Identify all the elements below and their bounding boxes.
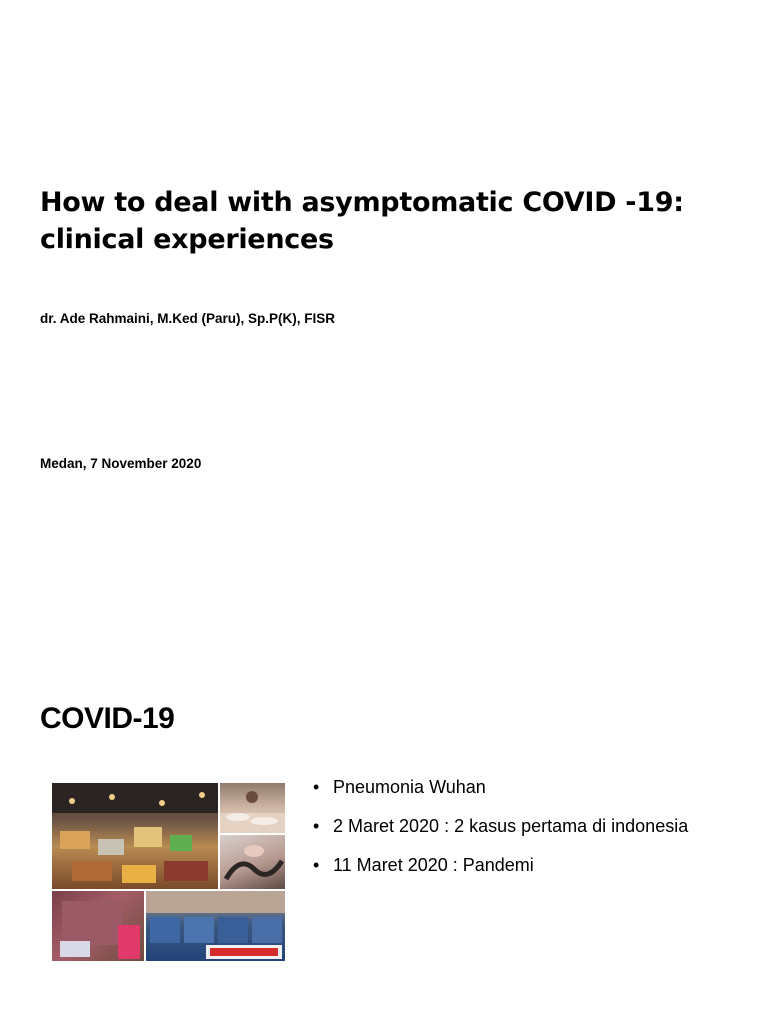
presentation-title: How to deal with asymptomatic COVID -19: clinical experiences [40, 187, 684, 255]
slide-heading: COVID-19 [40, 702, 175, 735]
presentation-date: Medan, 7 November 2020 [40, 456, 202, 471]
bullet-list [313, 777, 733, 894]
seafood-tanks-photo [146, 891, 285, 961]
photo-collage [52, 783, 285, 961]
fish-stall-photo [220, 783, 285, 833]
author-name: dr. Ade Rahmaini, M.Ked (Paru), Sp.P(K), FISR [40, 311, 336, 326]
meat-vendor-photo [52, 891, 144, 961]
bullet-text: 2 Maret 2020 : 2 kasus pertama di indonesia [333, 816, 689, 836]
bullet-icon: • [313, 855, 320, 875]
market-photo [52, 783, 218, 889]
bullet-icon: • [313, 777, 320, 797]
list-item [313, 855, 733, 875]
eel-photo [220, 835, 285, 889]
list-item [313, 777, 733, 797]
bullet-icon: • [313, 816, 320, 836]
list-item [313, 816, 733, 836]
bullet-text: Pneumonia Wuhan [333, 777, 486, 797]
slide-covid19 [0, 512, 768, 1024]
bullet-text: 11 Maret 2020 : Pandemi [333, 855, 534, 875]
